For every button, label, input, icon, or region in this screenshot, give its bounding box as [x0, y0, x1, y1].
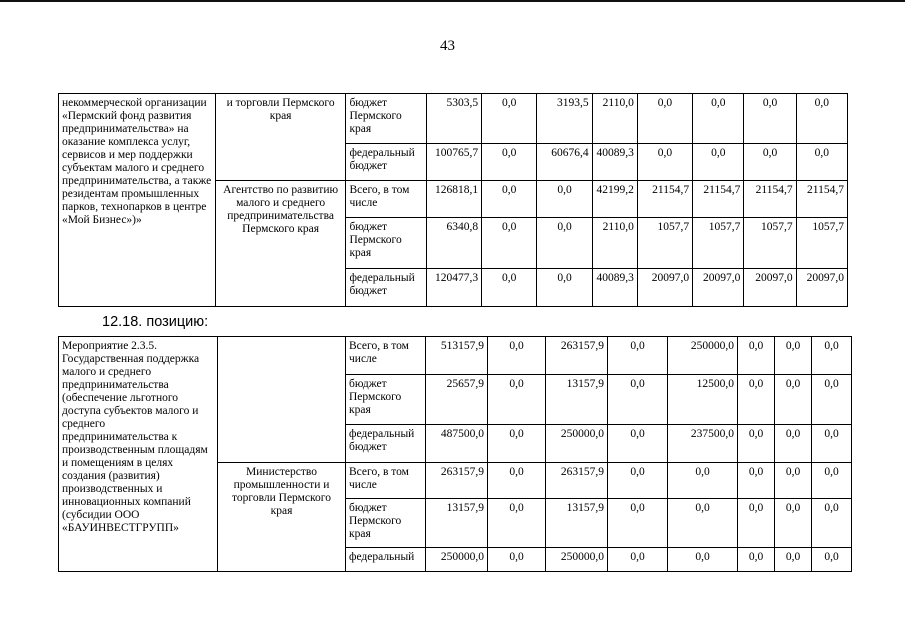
funding-source-cell: федеральный бюджет — [346, 269, 426, 307]
value-cell: 0,0 — [608, 337, 668, 375]
executor-cell: и торговли Пермского края — [215, 94, 346, 181]
value-cell: 250000,0 — [668, 337, 738, 375]
value-cell: 13157,9 — [546, 499, 608, 548]
value-cell: 0,0 — [744, 94, 796, 144]
executor-cell: Министерство промышленности и торговли Пермского края — [218, 463, 346, 572]
value-cell: 513157,9 — [426, 337, 488, 375]
value-cell: 0,0 — [482, 269, 537, 307]
page-top-edge — [0, 0, 905, 2]
event-cell: Мероприятие 2.3.5. Государственная поддержка малого и среднего предпринимательства (обеспечение льготного доступа субъектов малого и среднего предпринимательства к производственным площадям и помещениям в целях создания (развития) производственных и инновационных компаний (субсидии ООО «БАУИНВЕСТГРУПП» — [59, 337, 218, 572]
value-cell: 1057,7 — [637, 218, 692, 269]
value-cell: 21154,7 — [796, 181, 847, 218]
value-cell: 0,0 — [796, 94, 847, 144]
value-cell: 20097,0 — [796, 269, 847, 307]
section-heading: 12.18. позицию: — [102, 314, 209, 330]
value-cell: 0,0 — [488, 337, 546, 375]
value-cell: 0,0 — [488, 463, 546, 499]
value-cell: 0,0 — [812, 548, 852, 572]
value-cell: 21154,7 — [693, 181, 744, 218]
executor-cell — [218, 337, 346, 463]
value-cell: 487500,0 — [426, 425, 488, 463]
value-cell: 250000,0 — [546, 425, 608, 463]
funding-source-cell: Всего, в том числе — [346, 181, 426, 218]
value-cell: 0,0 — [738, 499, 775, 548]
value-cell: 0,0 — [637, 94, 692, 144]
value-cell: 0,0 — [608, 375, 668, 425]
value-cell: 0,0 — [608, 499, 668, 548]
value-cell: 0,0 — [537, 218, 592, 269]
value-cell: 40089,3 — [592, 144, 637, 181]
value-cell: 0,0 — [668, 463, 738, 499]
value-cell: 0,0 — [482, 144, 537, 181]
value-cell: 0,0 — [738, 375, 775, 425]
value-cell: 20097,0 — [693, 269, 744, 307]
value-cell: 42199,2 — [592, 181, 637, 218]
value-cell: 0,0 — [637, 144, 692, 181]
value-cell: 0,0 — [775, 463, 812, 499]
value-cell: 6340,8 — [426, 218, 481, 269]
value-cell: 0,0 — [812, 425, 852, 463]
value-cell: 0,0 — [738, 425, 775, 463]
value-cell: 0,0 — [775, 425, 812, 463]
funding-source-cell: федеральный бюджет — [346, 144, 426, 181]
value-cell: 0,0 — [775, 375, 812, 425]
value-cell: 0,0 — [488, 375, 546, 425]
value-cell: 0,0 — [488, 499, 546, 548]
value-cell: 0,0 — [482, 181, 537, 218]
value-cell: 0,0 — [738, 337, 775, 375]
value-cell: 60676,4 — [537, 144, 592, 181]
table-row — [59, 337, 852, 375]
value-cell: 0,0 — [775, 499, 812, 548]
value-cell: 0,0 — [775, 337, 812, 375]
value-cell: 263157,9 — [546, 463, 608, 499]
value-cell: 250000,0 — [546, 548, 608, 572]
value-cell: 0,0 — [693, 94, 744, 144]
value-cell: 13157,9 — [426, 499, 488, 548]
value-cell: 0,0 — [812, 463, 852, 499]
table-row — [59, 94, 848, 144]
value-cell: 0,0 — [812, 499, 852, 548]
value-cell: 120477,3 — [426, 269, 481, 307]
funding-source-cell: бюджет Пермского края — [346, 218, 426, 269]
value-cell: 0,0 — [668, 548, 738, 572]
executor-cell: Агентство по развитию малого и среднего предпринимательства Пермского края — [215, 181, 346, 307]
value-cell: 0,0 — [488, 425, 546, 463]
value-cell: 0,0 — [537, 269, 592, 307]
funding-source-cell: федеральный — [346, 548, 426, 572]
value-cell: 0,0 — [668, 499, 738, 548]
value-cell: 0,0 — [537, 181, 592, 218]
value-cell: 100765,7 — [426, 144, 481, 181]
value-cell: 2110,0 — [592, 218, 637, 269]
page-number: 43 — [440, 38, 455, 54]
value-cell: 40089,3 — [592, 269, 637, 307]
value-cell: 1057,7 — [693, 218, 744, 269]
value-cell: 0,0 — [482, 94, 537, 144]
value-cell: 250000,0 — [426, 548, 488, 572]
value-cell: 5303,5 — [426, 94, 481, 144]
funding-source-cell: федеральный бюджет — [346, 425, 426, 463]
budget-table-continued — [58, 93, 848, 307]
value-cell: 0,0 — [738, 463, 775, 499]
value-cell: 13157,9 — [546, 375, 608, 425]
value-cell: 0,0 — [738, 548, 775, 572]
value-cell: 0,0 — [488, 548, 546, 572]
value-cell: 1057,7 — [744, 218, 796, 269]
value-cell: 0,0 — [775, 548, 812, 572]
value-cell: 25657,9 — [426, 375, 488, 425]
value-cell: 0,0 — [796, 144, 847, 181]
value-cell: 0,0 — [693, 144, 744, 181]
value-cell: 263157,9 — [546, 337, 608, 375]
value-cell: 1057,7 — [796, 218, 847, 269]
value-cell: 0,0 — [812, 337, 852, 375]
value-cell: 12500,0 — [668, 375, 738, 425]
value-cell: 21154,7 — [637, 181, 692, 218]
value-cell: 0,0 — [608, 548, 668, 572]
value-cell: 20097,0 — [637, 269, 692, 307]
funding-source-cell: Всего, в том числе — [346, 463, 426, 499]
value-cell: 0,0 — [812, 375, 852, 425]
value-cell: 237500,0 — [668, 425, 738, 463]
value-cell: 0,0 — [608, 463, 668, 499]
funding-source-cell: Всего, в том числе — [346, 337, 426, 375]
value-cell: 20097,0 — [744, 269, 796, 307]
value-cell: 3193,5 — [537, 94, 592, 144]
budget-table-position — [58, 336, 852, 572]
funding-source-cell: бюджет Пермского края — [346, 499, 426, 548]
funding-source-cell: бюджет Пермского края — [346, 375, 426, 425]
value-cell: 263157,9 — [426, 463, 488, 499]
value-cell: 126818,1 — [426, 181, 481, 218]
value-cell: 2110,0 — [592, 94, 637, 144]
value-cell: 0,0 — [482, 218, 537, 269]
value-cell: 0,0 — [744, 144, 796, 181]
funding-source-cell: бюджет Пермского края — [346, 94, 426, 144]
value-cell: 0,0 — [608, 425, 668, 463]
value-cell: 21154,7 — [744, 181, 796, 218]
organization-cell: некоммерческой организации «Пермский фонд развития предпринимательства» на оказание комплекса услуг, сервисов и мер поддержки субъектам малого и среднего предпринимательства, а также резидентам промышленных парков, технопарков в центре «Мой Бизнес»)» — [59, 94, 216, 307]
